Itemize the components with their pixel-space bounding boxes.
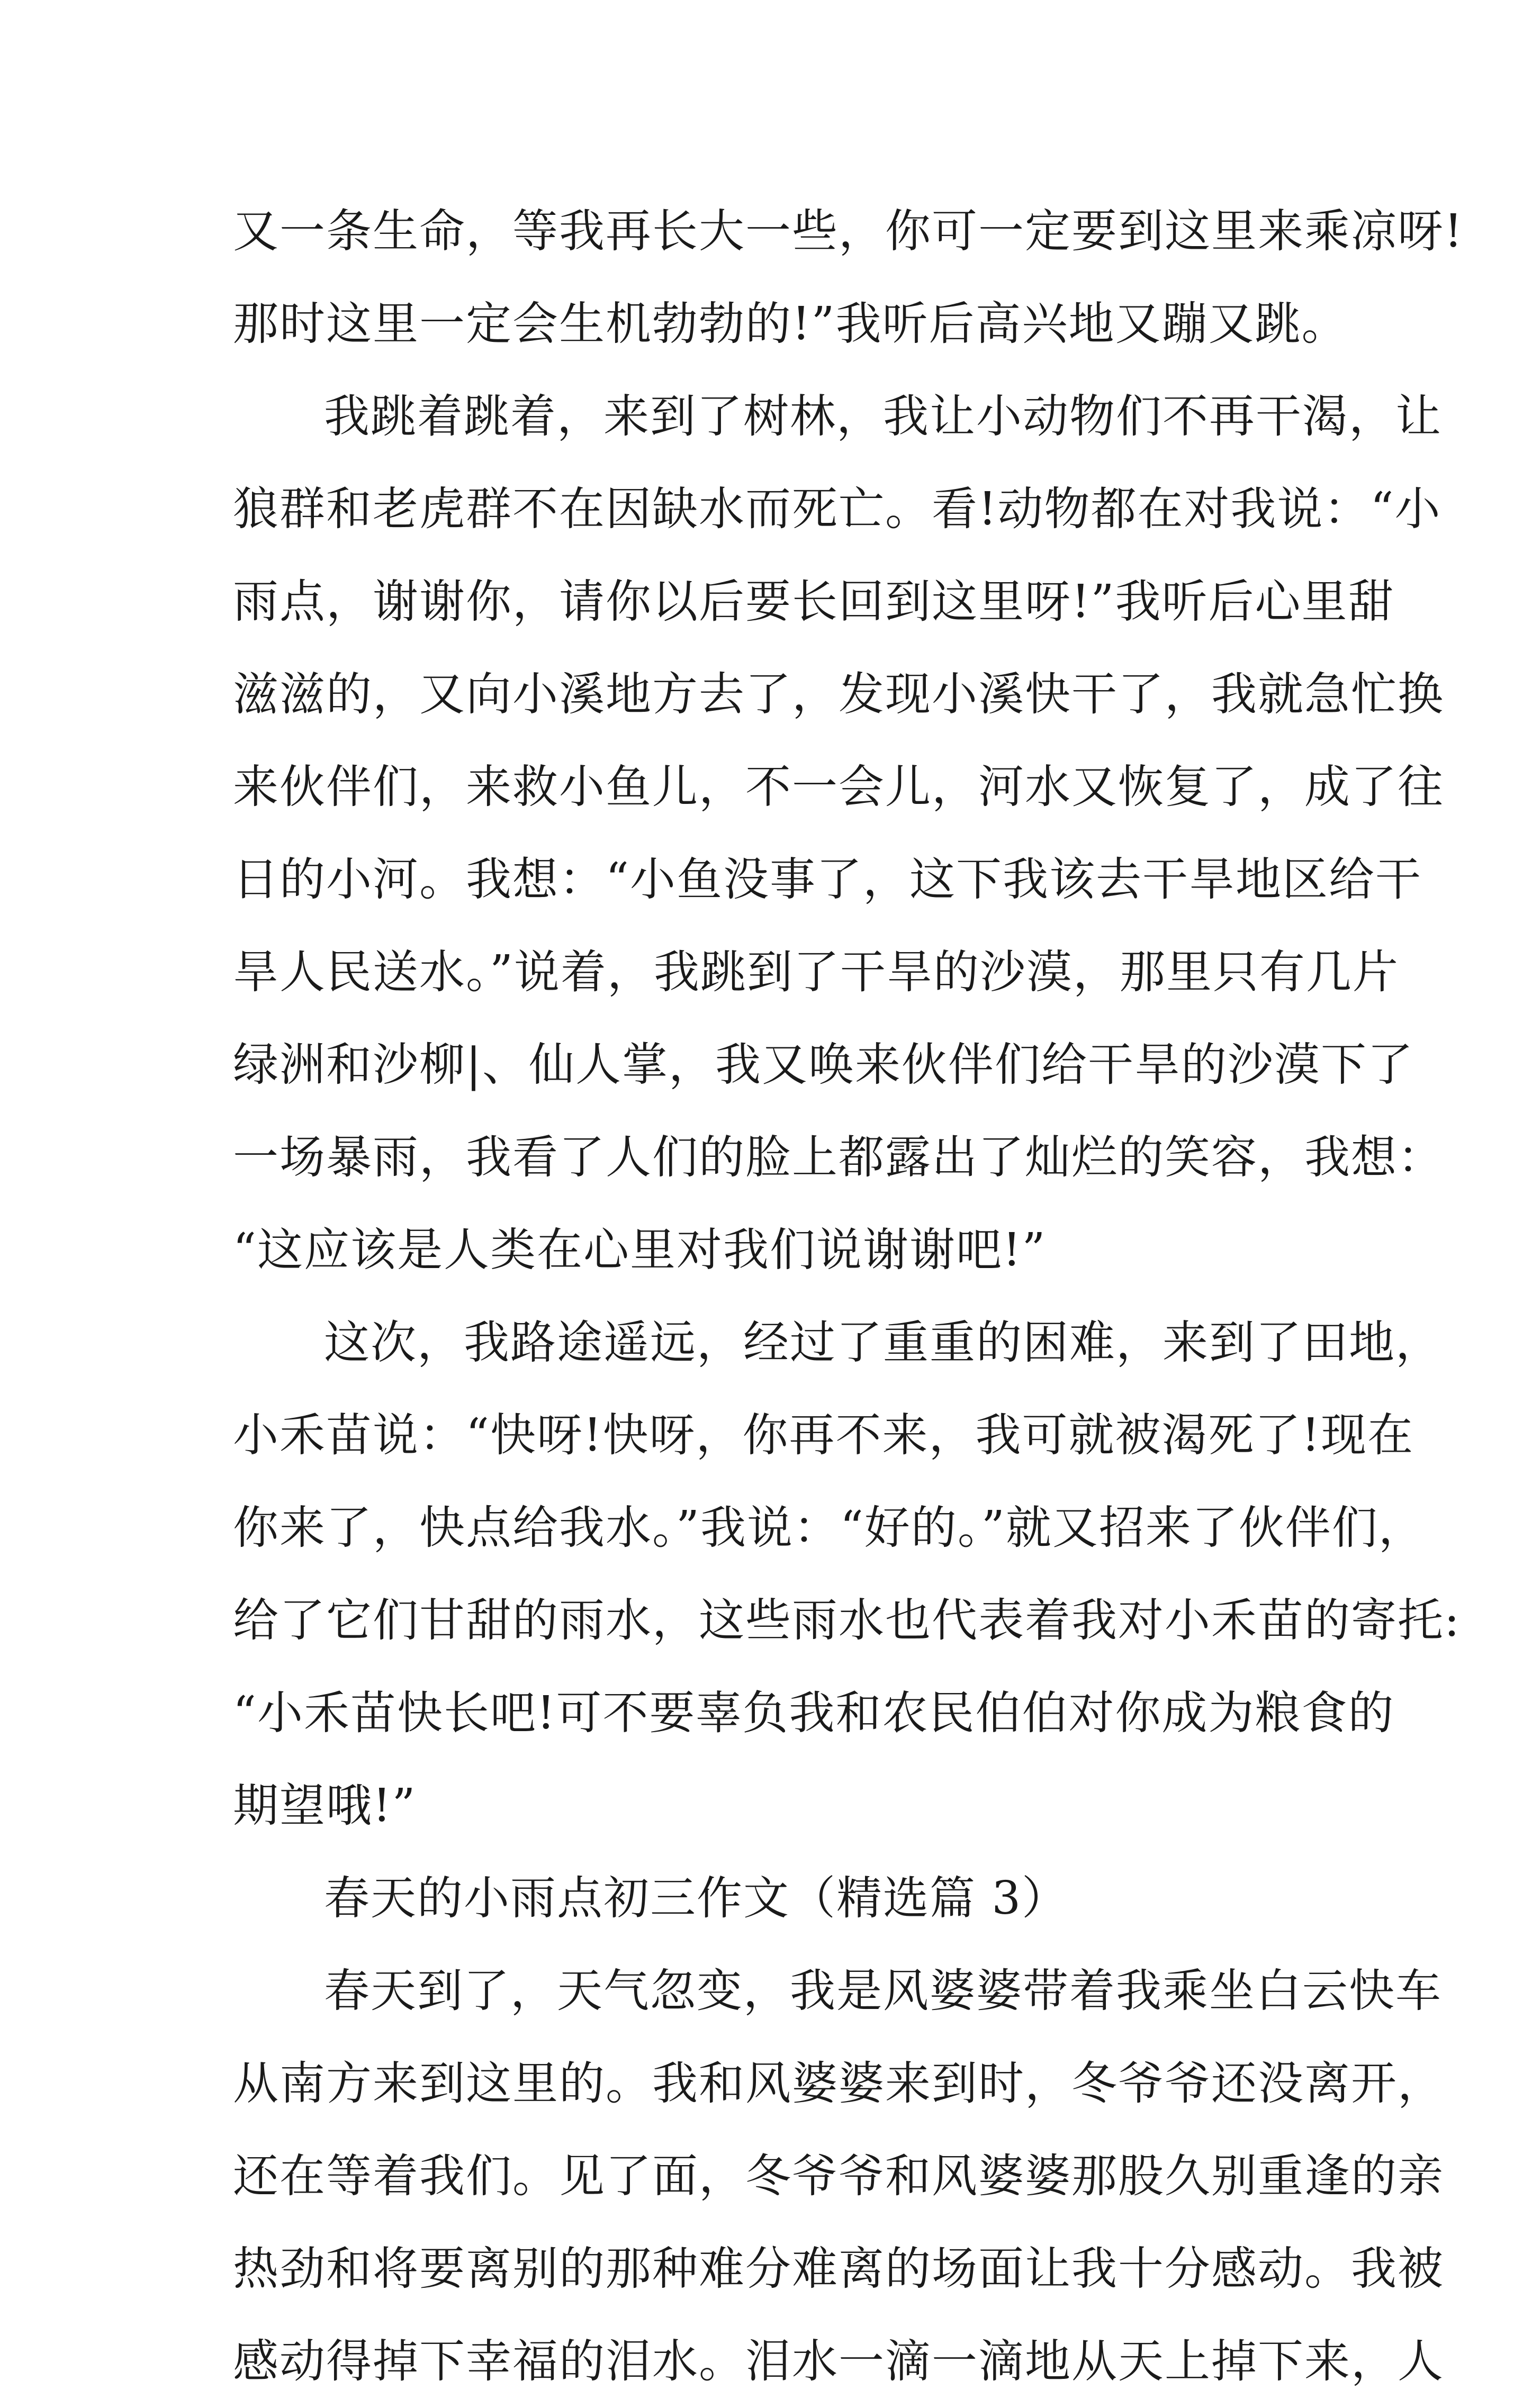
text-line: 又一条生命，等我再长大一些，你可一定要到这里来乘凉呀! [233,205,1464,258]
text-line: 狼群和老虎群不在因缺水而死亡。看!动物都在对我说：“小 [233,483,1441,536]
document-body [233,185,1464,2408]
text-line: 日的小河。我想：“小鱼没事了，这下我该去干旱地区给干 [233,853,1422,906]
text-line: 期望哦!” [233,1779,417,1832]
text-line: 你来了，快点给我水。”我说：“好的。”就又招来了伙伴们， [233,1501,1425,1554]
text-line: “小禾苗快长吧!可不要辜负我和农民伯伯对你成为粮食的 [233,1687,1395,1740]
text-line: 从南方来到这里的。我和风婆婆来到时，冬爷爷还没离开， [233,2057,1444,2110]
text-line: 感动得掉下幸福的泪水。泪水一滴一滴地从天上掉下来，人 [233,2335,1444,2388]
text-line: 热劲和将要离别的那种难分难离的场面让我十分感动。我被 [233,2242,1444,2295]
text-line: 来伙伴们，来救小鱼儿，不一会儿，河水又恢复了，成了往 [233,761,1444,813]
text-line: 雨点，谢谢你，请你以后要长回到这里呀!”我听后心里甜 [233,575,1395,628]
text-line: 还在等着我们。见了面，冬爷爷和风婆婆那股久别重逢的亲 [233,2150,1444,2203]
text-line: 旱人民送水。”说着，我跳到了干旱的沙漠，那里只有几片 [233,946,1399,999]
text-line: 滋滋的，又向小溪地方去了，发现小溪快干了，我就急忙换 [233,668,1444,721]
text-line: 绿洲和沙柳|、仙人掌，我又唤来伙伴们给干旱的沙漠下了 [233,1038,1414,1091]
text-line: 一场暴雨，我看了人们的脸上都露出了灿烂的笑容，我想： [233,1131,1444,1184]
text-line: 我跳着跳着，来到了树林，我让小动物们不再干渴，让 [324,390,1442,443]
text-line: 这次，我路途遥远，经过了重重的困难，来到了田地， [324,1316,1442,1369]
text-line: 春天到了，天气忽变，我是风婆婆带着我乘坐白云快车 [324,1965,1442,2017]
section-heading: 春天的小雨点初三作文（精选篇 3） [324,1872,1069,1925]
text-line: 给了它们甘甜的雨水，这些雨水也代表着我对小禾苗的寄托: [233,1594,1461,1647]
text-line: 那时这里一定会生机勃勃的!”我听后高兴地又蹦又跳。 [233,297,1348,350]
text-line: 小禾苗说：“快呀!快呀，你再不来，我可就被渴死了!现在 [233,1409,1414,1462]
text-line: “这应该是人类在心里对我们说谢谢吧!” [233,1224,1047,1277]
